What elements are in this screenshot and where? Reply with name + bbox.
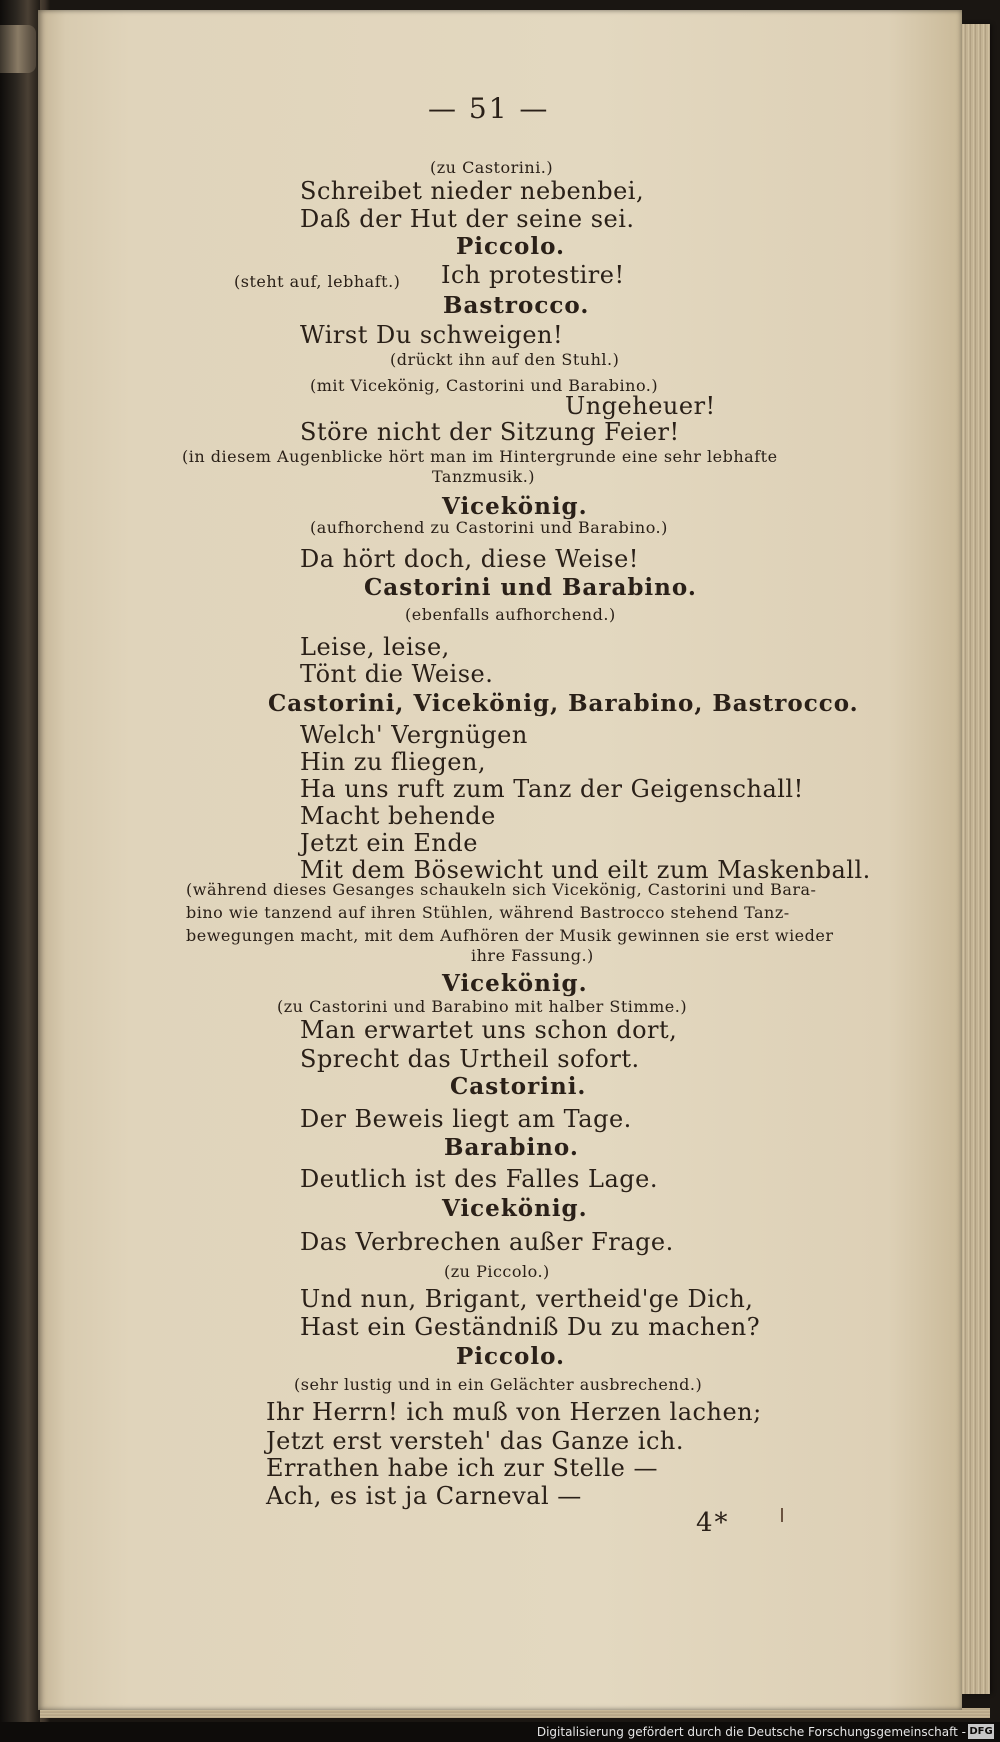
speaker-name: Castorini und Barabino. [364, 574, 697, 601]
speaker-name: Vicekönig. [442, 1195, 588, 1222]
speaker-name: Castorini. [450, 1073, 587, 1100]
stage-direction: bewegungen macht, mit dem Aufhören der Musik gewinnen sie erst wieder [186, 926, 834, 945]
verse-line: Welch' Vergnügen [300, 721, 528, 749]
speaker-name: Castorini, Vicekönig, Barabino, Bastrocco. [268, 690, 859, 717]
verse-line: Man erwartet uns schon dort, [300, 1016, 678, 1044]
speaker-name: Bastrocco. [443, 292, 590, 319]
stage-direction: bino wie tanzend auf ihren Stühlen, während Bastrocco stehend Tanz- [186, 903, 790, 922]
page-stack-right [962, 24, 990, 1694]
verse-line: Ich protestire! [441, 261, 625, 289]
speaker-name: Piccolo. [456, 233, 566, 260]
verse-line: Mit dem Bösewicht und eilt zum Maskenball. [300, 856, 871, 884]
left-page-edge [0, 0, 40, 1742]
page-number: — 51 — [428, 92, 550, 125]
speaker-name: Vicekönig. [442, 493, 588, 520]
stage-direction: (zu Castorini und Barabino mit halber Stimme.) [277, 997, 688, 1016]
speaker-name: Vicekönig. [442, 970, 588, 997]
signature-mark: 4* [696, 1508, 730, 1538]
verse-line: Schreibet nieder nebenbei, [300, 177, 645, 205]
stage-direction: (während dieses Gesanges schaukeln sich Vicekönig, Castorini und Bara- [186, 880, 817, 899]
verse-line: Tönt die Weise. [300, 660, 494, 688]
verse-line: Hast ein Geständniß Du zu machen? [300, 1313, 761, 1341]
verse-line: Deutlich ist des Falles Lage. [300, 1165, 658, 1193]
dfg-logo-icon: DFG [969, 1726, 993, 1737]
stage-direction: ihre Fassung.) [471, 946, 594, 965]
verse-line: Jetzt ein Ende [300, 829, 478, 857]
spine-clip [0, 25, 36, 73]
stage-direction: (steht auf, lebhaft.) [234, 272, 401, 291]
verse-line: Störe nicht der Sitzung Feier! [300, 418, 680, 446]
verse-line: Jetzt erst versteh' das Ganze ich. [266, 1427, 684, 1455]
verse-line: Hin zu fliegen, [300, 748, 487, 776]
verse-line: Errathen habe ich zur Stelle — [266, 1454, 659, 1482]
stage-direction: (zu Castorini.) [430, 158, 554, 177]
verse-line: Und nun, Brigant, vertheid'ge Dich, [300, 1285, 754, 1313]
stage-direction: (mit Vicekönig, Castorini und Barabino.) [310, 376, 659, 395]
verse-line: Sprecht das Urtheil sofort. [300, 1045, 640, 1073]
stage-direction: Tanzmusik.) [432, 467, 536, 486]
margin-mark [781, 1508, 783, 1522]
verse-line: Leise, leise, [300, 633, 450, 661]
verse-line: Daß der Hut der seine sei. [300, 205, 635, 233]
verse-line: Macht behende [300, 802, 496, 830]
speaker-name: Piccolo. [456, 1343, 566, 1370]
verse-line: Wirst Du schweigen! [300, 321, 564, 349]
stage-direction: (aufhorchend zu Castorini und Barabino.) [310, 518, 668, 537]
stage-direction: (sehr lustig und in ein Gelächter ausbrechend.) [294, 1375, 703, 1394]
footer-credit: Digitalisierung gefördert durch die Deutsche Forschungsgemeinschaft - [536, 1725, 966, 1739]
verse-line: Da hört doch, diese Weise! [300, 545, 639, 573]
stage-direction: (zu Piccolo.) [444, 1262, 550, 1281]
stage-direction: (drückt ihn auf den Stuhl.) [390, 350, 620, 369]
verse-line: Ach, es ist ja Carneval — [266, 1482, 582, 1510]
stage-direction: (in diesem Augenblicke hört man im Hintergrunde eine sehr lebhafte [182, 447, 778, 466]
verse-line: Ungeheuer! [565, 392, 716, 420]
verse-line: Ha uns ruft zum Tanz der Geigenschall! [300, 775, 804, 803]
speaker-name: Barabino. [444, 1134, 579, 1161]
verse-line: Das Verbrechen außer Frage. [300, 1228, 674, 1256]
verse-line: Ihr Herrn! ich muß von Herzen lachen; [266, 1398, 762, 1426]
verse-line: Der Beweis liegt am Tage. [300, 1105, 632, 1133]
stage-direction: (ebenfalls aufhorchend.) [405, 605, 616, 624]
